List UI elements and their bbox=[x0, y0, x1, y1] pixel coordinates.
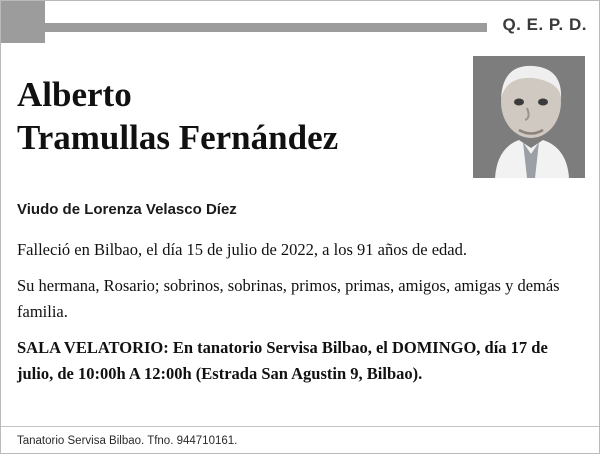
relation-line: Viudo de Lorenza Velasco Díez bbox=[17, 201, 237, 218]
qepd-label: Q. E. P. D. bbox=[502, 15, 587, 34]
body-text bbox=[17, 237, 585, 397]
header-band-rule bbox=[45, 23, 487, 32]
portrait-illustration bbox=[473, 56, 585, 178]
footer-divider bbox=[1, 426, 599, 427]
survivors-paragraph: Su hermana, Rosario; sobrinos, sobrinas, primos, primas, amigos, amigas y demás familia. bbox=[17, 276, 560, 321]
wake-info-paragraph: SALA VELATORIO: En tanatorio Servisa Bilbao, el DOMINGO, día 17 de julio, de 10:00h A 12:00h (Estrada San Agustin 9, Bilbao). bbox=[17, 338, 548, 383]
death-notice-paragraph: Falleció en Bilbao, el día 15 de julio de 2022, a los 91 años de edad. bbox=[17, 240, 467, 259]
first-name: Alberto bbox=[17, 75, 132, 114]
funeral-home-footer: Tanatorio Servisa Bilbao. Tfno. 944710161. bbox=[17, 435, 238, 447]
deceased-name bbox=[17, 73, 487, 159]
header-band bbox=[1, 1, 599, 43]
last-name: Tramullas Fernández bbox=[17, 118, 339, 157]
portrait-photo bbox=[473, 56, 585, 178]
header-band-block bbox=[1, 1, 45, 43]
